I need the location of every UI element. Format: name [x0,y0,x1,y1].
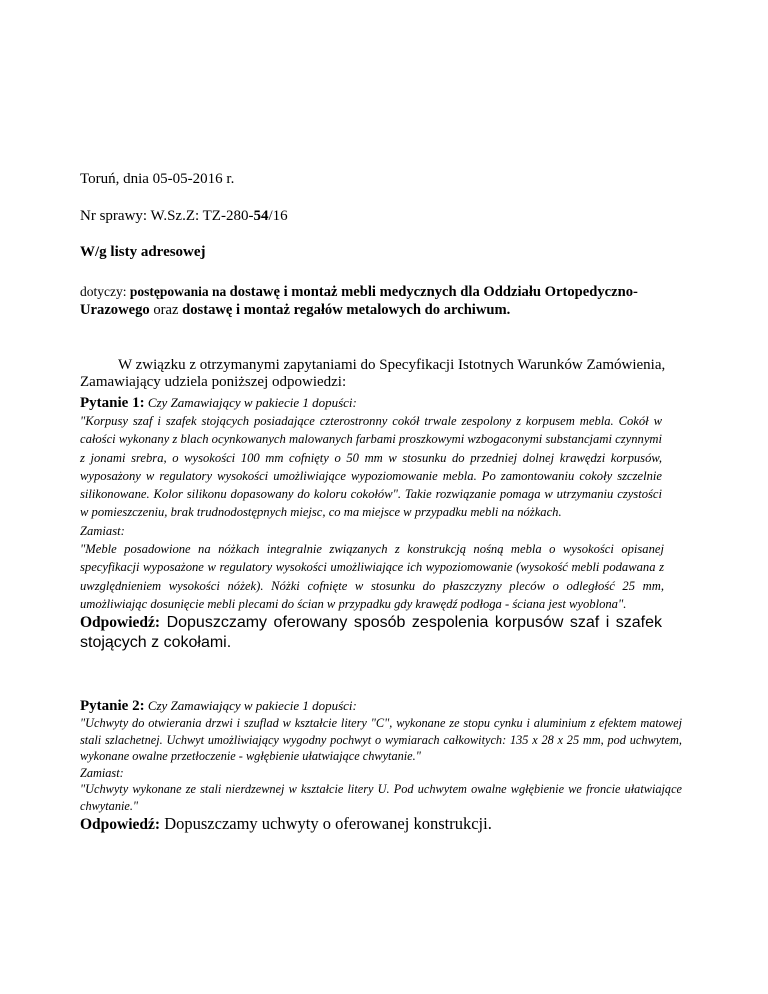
question-1-answer [80,613,662,653]
subject-bold-2: dostawę i montaż mebli medycznych dla Oddziału Ortopedyczno-Urazowego [80,284,638,318]
subject-bold-3: dostawę i montaż regałów metalowych do archiwum. [182,302,511,318]
question-2-instead: Zamiast: [80,765,124,780]
question-1-label: Pytanie 1: [80,395,145,411]
question-2-text-offered: "Uchwyty do otwierania drzwi i szuflad w kształcie litery "C", wykonane ze stopu cynku i aluminium z efektem matowej stali szlachetnej. Uchwyt umożliwiający wygodny pochwyt o wymiarach całkowitych: 135 x 28 x 25 mm, pod uchwytem, wykonane owalne przetłoczenie - wgłębienie ułatwiające chwytanie." [80,716,682,763]
question-1-text-offered: "Korpusy szaf i szafek stojących posiadające czterostronny cokół trwale zespolony z korpusem mebla. Cokół w całości wykonany z blach ocynkowanych malowanych farbami proszkowymi wzbogaconymi substancjami czynnymi z jonami srebra, o wysokości 100 mm cofnięty o 50 mm w stosunku do przedniej dolnej krawędzi korpusów, wyposażony w regulatory wysokości umożliwiające wypoziomowanie mebla. Po zamontowaniu cokoły szczelnie silikonowane. Kolor silikonu dopasowany do koloru cokołów". Takie rozwiązanie pomaga w utrzymaniu czystości w pomieszczeniu, brak trudnodostępnych miejsc, co ma miejsce w przypadku mebli na nóżkach. [80,414,662,520]
question-2-answer-text: Dopuszczamy uchwyty o oferowanej konstrukcji. [160,814,492,833]
case-number [80,208,690,225]
subject-connector: oraz [149,302,183,318]
case-number-suffix: /16 [268,208,288,224]
question-1-instead: Zamiast: [80,523,125,538]
question-2-header [80,697,682,715]
question-1-lead: Czy Zamawiający w pakiecie 1 dopuści: [144,395,357,410]
date-line: Toruń, dnia 05-05-2016 r. [80,171,235,187]
question-1-answer-label: Odpowiedź: [80,614,161,632]
case-number-bold: 54 [253,208,269,224]
question-1-text-required: "Meble posadowione na nóżkach integralnie związanych z konstrukcją nośną mebla o wysokości opisanej specyfikacji wyposażone w regulatory wysokości umożliwiające ich wypoziomowanie (wysokość mebli podawana z uwzględnieniem wysokości nóżek). Nóżki cofnięte w stosunku do płaszczyzny pleców o odległość 25 mm, umożliwiając dosunięcie mebli plecami do ścian w przypadku gdy krawędź podłoga - ściana jest wyoblona". [80,542,664,611]
case-number-prefix: Nr sprawy: W.Sz.Z: TZ-280- [80,208,254,224]
question-2 [80,697,682,835]
subject-prefix: dotyczy: [80,284,130,299]
recipient-text: W/g listy adresowej [80,244,206,260]
question-2-text-required: "Uchwyty wykonane ze stali nierdzewnej w kształcie litery U. Pod uchwytem owalne wgłębienie we froncie ułatwiające chwytanie." [80,782,682,813]
recipient [80,244,690,261]
subject-bold-1: postępowania na [129,284,230,299]
question-1 [80,394,690,653]
question-2-label: Pytanie 2: [80,698,145,714]
question-2-lead: Czy Zamawiający w pakiecie 1 dopuści: [144,698,357,713]
question-1-header [80,394,690,412]
intro-paragraph: W związku z otrzymanymi zapytaniami do Specyfikacji Istotnych Warunków Zamówienia, Zamawiający udziela poniższej odpowiedzi: [80,357,666,390]
question-1-answer-text: Dopuszczamy oferowany sposób zespolenia korpusów szaf i szafek stojących z cokołami. [80,614,662,652]
subject [80,283,680,319]
question-2-answer-label: Odpowiedź: [80,816,161,833]
question-2-answer [80,814,682,835]
